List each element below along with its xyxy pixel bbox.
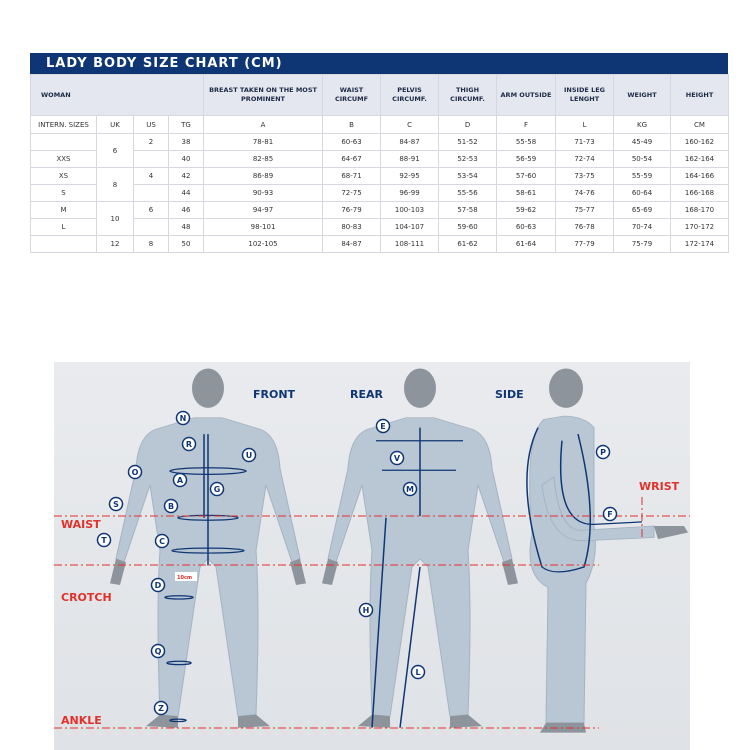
marker-a: [174, 474, 187, 487]
a-cell: 102-105: [204, 236, 323, 253]
cm-cell: 170-172: [671, 219, 729, 236]
us-cell: 4: [134, 168, 169, 185]
subheader-cell: B: [323, 116, 381, 134]
marker-letter: G: [213, 485, 221, 494]
label-ankle: ANKLE: [61, 714, 102, 727]
kg-cell: 60-64: [614, 185, 671, 202]
subheader-cell: UK: [97, 116, 134, 134]
marker-s: [110, 498, 123, 511]
b-cell: 72-75: [323, 185, 381, 202]
table-row: [31, 151, 729, 168]
marker-u: [243, 449, 256, 462]
us-cell: 6: [134, 202, 169, 219]
marker-m: [404, 483, 417, 496]
intern-size-cell: M: [31, 202, 97, 219]
d-cell: 55-56: [439, 185, 497, 202]
cm-cell: 160-162: [671, 134, 729, 151]
tg-cell: 40: [169, 151, 204, 168]
tg-cell: 38: [169, 134, 204, 151]
marker-v: [391, 452, 404, 465]
a-cell: 82-85: [204, 151, 323, 168]
subheader-cell: C: [381, 116, 439, 134]
marker-letter: U: [245, 451, 253, 460]
kg-cell: 65-69: [614, 202, 671, 219]
cm-cell: 166-168: [671, 185, 729, 202]
l-cell: 76-78: [556, 219, 614, 236]
tg-cell: 48: [169, 219, 204, 236]
tg-cell: 50: [169, 236, 204, 253]
marker-f: [604, 508, 617, 521]
table-row: [31, 185, 729, 202]
table-row: [31, 236, 729, 253]
d-cell: 61-62: [439, 236, 497, 253]
c-cell: 92-95: [381, 168, 439, 185]
marker-letter: E: [380, 422, 386, 431]
intern-size-cell: XS: [31, 168, 97, 185]
d-cell: 52-53: [439, 151, 497, 168]
header-weight: WEIGHT: [614, 75, 671, 116]
subheader-cell: US: [134, 116, 169, 134]
marker-letter: Z: [158, 704, 164, 713]
intern-size-cell: L: [31, 219, 97, 236]
subheader-cell: A: [204, 116, 323, 134]
us-cell: [134, 219, 169, 236]
header-pelvis: PELVIS CIRCUMF.: [381, 75, 439, 116]
marker-letter: N: [179, 414, 187, 423]
kg-cell: 45-49: [614, 134, 671, 151]
marker-letter: H: [362, 606, 370, 615]
us-cell: 8: [134, 236, 169, 253]
d-cell: 53-54: [439, 168, 497, 185]
l-cell: 75-77: [556, 202, 614, 219]
marker-g: [211, 483, 224, 496]
marker-letter: M: [406, 485, 414, 494]
marker-o: [129, 466, 142, 479]
marker-e: [377, 420, 390, 433]
d-cell: 57-58: [439, 202, 497, 219]
cm-cell: 164-166: [671, 168, 729, 185]
f-cell: 59-62: [497, 202, 556, 219]
intern-size-cell: [31, 236, 97, 253]
table-row: [31, 168, 729, 185]
marker-letter: P: [600, 448, 606, 457]
label-front: FRONT: [253, 388, 296, 401]
subheader-cell: F: [497, 116, 556, 134]
marker-r: [183, 438, 196, 451]
header-breast: BREAST TAKEN ON THE MOST PROMINENT: [204, 75, 323, 116]
marker-n: [177, 412, 190, 425]
subheader-cell: L: [556, 116, 614, 134]
c-cell: 108-111: [381, 236, 439, 253]
b-cell: 60-63: [323, 134, 381, 151]
f-cell: 61-64: [497, 236, 556, 253]
f-cell: 55-58: [497, 134, 556, 151]
uk-size-cell: 8: [97, 168, 134, 202]
kg-cell: 75-79: [614, 236, 671, 253]
table-row: [31, 202, 729, 219]
a-cell: 90-93: [204, 185, 323, 202]
intern-size-cell: S: [31, 185, 97, 202]
body-diagram: [54, 362, 690, 750]
tg-cell: 46: [169, 202, 204, 219]
header-row: [31, 75, 729, 116]
marker-b: [165, 500, 178, 513]
table-row: [31, 219, 729, 236]
subheader-cell: D: [439, 116, 497, 134]
chart-title: LADY BODY SIZE CHART (CM): [30, 53, 728, 74]
d-cell: 51-52: [439, 134, 497, 151]
c-cell: 100-103: [381, 202, 439, 219]
marker-letter: S: [113, 500, 119, 509]
a-cell: 78-81: [204, 134, 323, 151]
us-cell: [134, 151, 169, 168]
marker-p: [597, 446, 610, 459]
marker-h: [360, 604, 373, 617]
b-cell: 76-79: [323, 202, 381, 219]
header-height: HEIGHT: [671, 75, 729, 116]
f-cell: 57-60: [497, 168, 556, 185]
f-cell: 58-61: [497, 185, 556, 202]
tg-cell: 42: [169, 168, 204, 185]
f-cell: 56-59: [497, 151, 556, 168]
marker-q: [152, 645, 165, 658]
marker-t: [98, 534, 111, 547]
l-cell: 71-73: [556, 134, 614, 151]
header-arm: ARM OUTSIDE: [497, 75, 556, 116]
marker-z: [155, 702, 168, 715]
cm-cell: 162-164: [671, 151, 729, 168]
b-cell: 64-67: [323, 151, 381, 168]
uk-size-cell: 10: [97, 202, 134, 236]
b-cell: 80-83: [323, 219, 381, 236]
c-cell: 104-107: [381, 219, 439, 236]
a-cell: 94-97: [204, 202, 323, 219]
c-cell: 88-91: [381, 151, 439, 168]
uk-size-cell: 6: [97, 134, 134, 168]
subheader-cell: CM: [671, 116, 729, 134]
l-cell: 74-76: [556, 185, 614, 202]
label-crotch: CROTCH: [61, 591, 112, 604]
l-cell: 72-74: [556, 151, 614, 168]
tg-cell: 44: [169, 185, 204, 202]
subheader-cell: INTERN. SIZES: [31, 116, 97, 134]
kg-cell: 55-59: [614, 168, 671, 185]
marker-letter: D: [154, 581, 162, 590]
marker-letter: O: [131, 468, 139, 477]
subheader-cell: TG: [169, 116, 204, 134]
marker-letter: L: [415, 668, 421, 677]
l-cell: 77-79: [556, 236, 614, 253]
l-cell: 73-75: [556, 168, 614, 185]
intern-size-cell: XXS: [31, 151, 97, 168]
marker-d: [152, 579, 165, 592]
a-cell: 86-89: [204, 168, 323, 185]
kg-cell: 70-74: [614, 219, 671, 236]
marker-letter: V: [393, 454, 401, 463]
marker-letter: Q: [154, 647, 162, 656]
label-wrist: WRIST: [639, 480, 680, 493]
side-mannequin: [530, 369, 688, 733]
header-thigh: THIGH CIRCUMF.: [439, 75, 497, 116]
cm-cell: 168-170: [671, 202, 729, 219]
header-inside-leg: INSIDE LEG LENGHT: [556, 75, 614, 116]
us-cell: 2: [134, 134, 169, 151]
marker-c: [156, 535, 169, 548]
b-cell: 68-71: [323, 168, 381, 185]
marker-letter: B: [167, 502, 175, 511]
d-cell: 59-60: [439, 219, 497, 236]
kg-cell: 50-54: [614, 151, 671, 168]
marker-letter: A: [176, 476, 184, 485]
intern-size-cell: [31, 134, 97, 151]
note-10cm: 10cm: [177, 575, 193, 581]
b-cell: 84-87: [323, 236, 381, 253]
measurement-figure: [54, 362, 690, 750]
marker-letter: F: [607, 510, 613, 519]
subheader-row: [31, 116, 729, 134]
cm-cell: 172-174: [671, 236, 729, 253]
size-table: [30, 74, 729, 253]
header-waist: WAIST CIRCUMF: [323, 75, 381, 116]
f-cell: 60-63: [497, 219, 556, 236]
us-cell: [134, 185, 169, 202]
a-cell: 98-101: [204, 219, 323, 236]
uk-size-cell: 12: [97, 236, 134, 253]
c-cell: 84-87: [381, 134, 439, 151]
marker-l: [412, 666, 425, 679]
marker-letter: T: [101, 536, 107, 545]
header-woman: WOMAN: [31, 75, 204, 116]
label-waist: WAIST: [61, 518, 101, 531]
label-side: SIDE: [495, 388, 524, 401]
subheader-cell: KG: [614, 116, 671, 134]
marker-letter: R: [185, 440, 193, 449]
c-cell: 96-99: [381, 185, 439, 202]
table-row: [31, 134, 729, 151]
marker-letter: C: [159, 537, 165, 546]
label-rear: REAR: [350, 388, 383, 401]
size-chart: [30, 53, 728, 253]
